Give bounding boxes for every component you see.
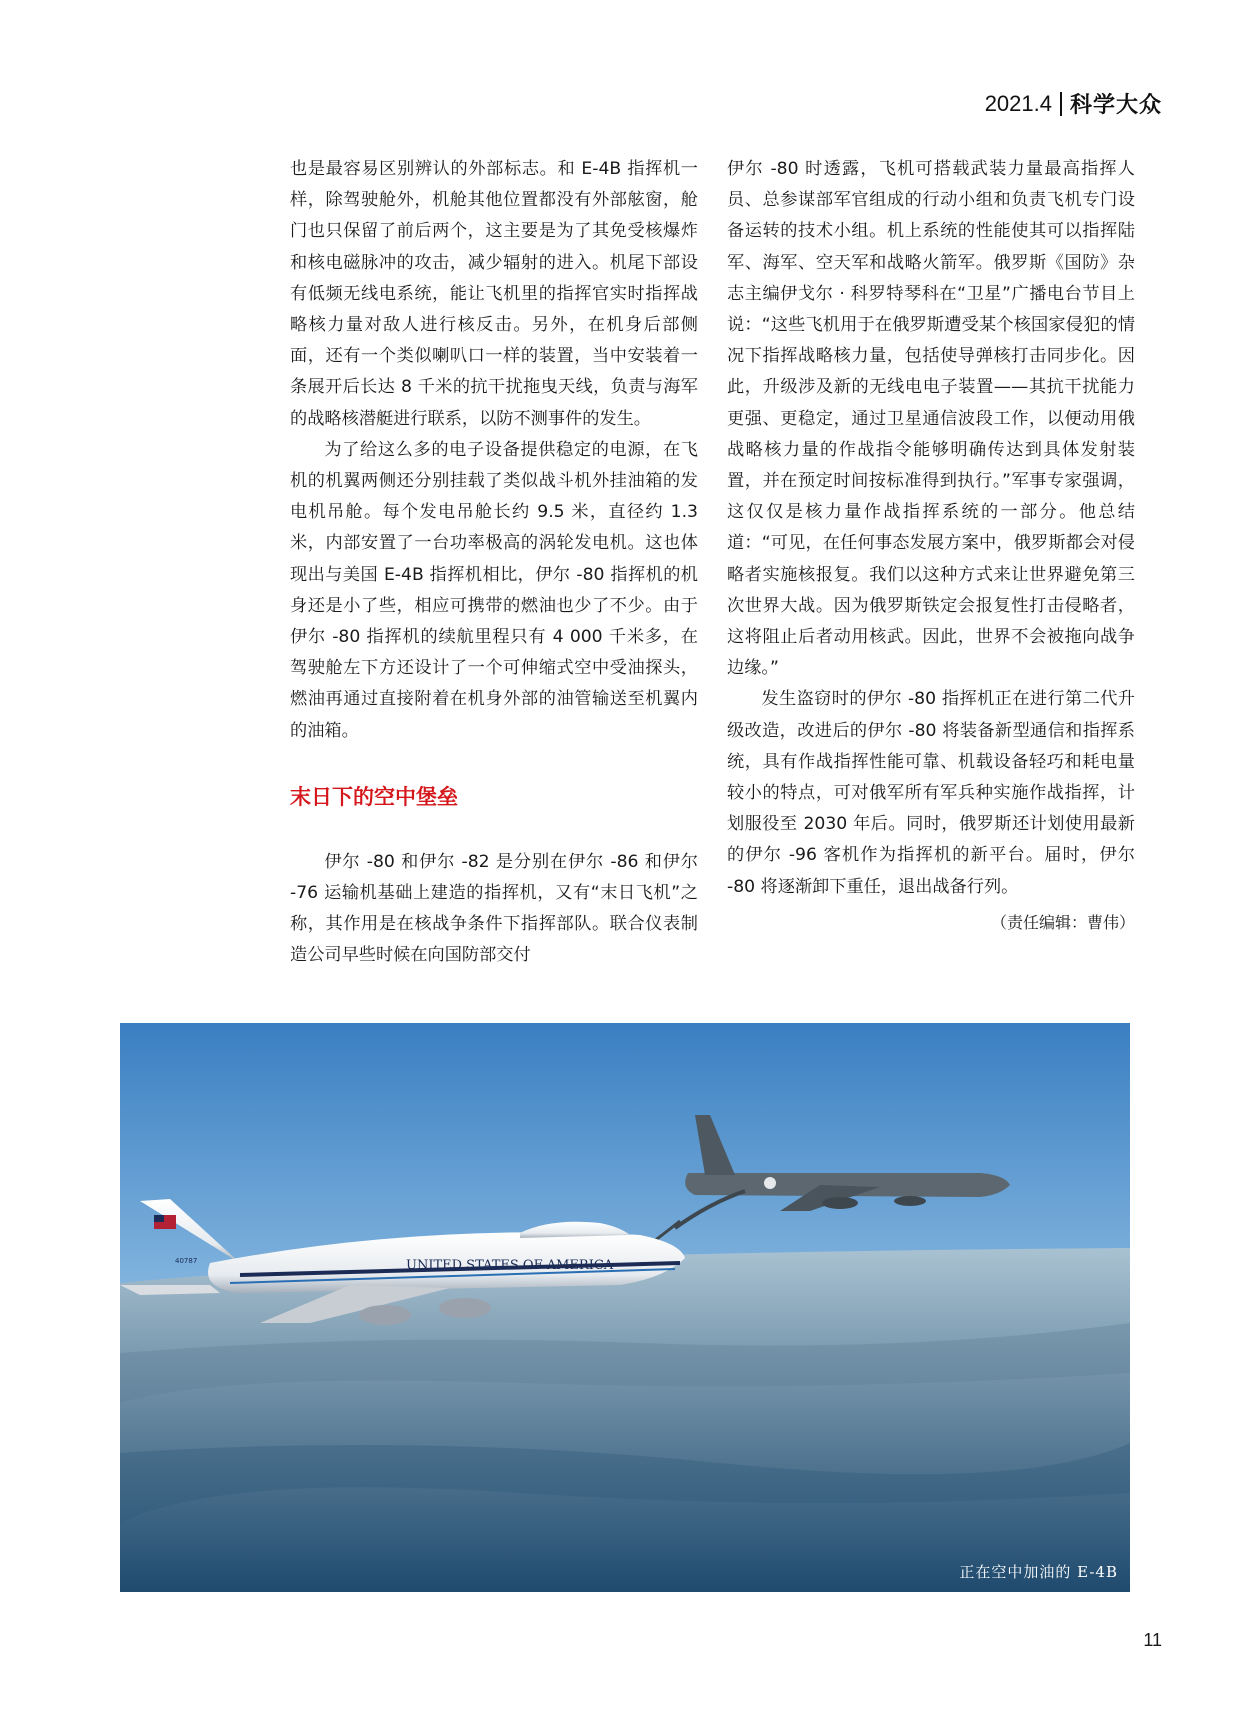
paragraph: 伊尔 -80 时透露，飞机可搭载武装力量最高指挥人员、总参谋部军官组成的行动小组和负责飞机专门设备运转的技术小组。机上系统的性能使其可以指挥陆军、海军、空天军和战略火箭军。俄罗斯《国防》杂志主编伊戈尔 · 科罗特琴科在“卫星”广播电台节目上说：“这些飞机用于在俄罗斯遭受某个核国家侵犯的情况下指挥战略核力量，包括使导弹核打击同步化。因此，升级涉及新的无线电电子装置——其抗干扰能力更强、更稳定，通过卫星通信波段工作，以便动用俄战略核力量的作战指令能够明确传达到具体发射装置，并在预定时间按标准得到执行。”军事专家强调，这仅仅是核力量作战指挥系统的一部分。他总结道：“可见，在任何事态发展方案中，俄罗斯都会对侵略者实施核报复。我们以这种方式来让世界避免第三次世界大战。因为俄罗斯铁定会报复性打击侵略者，这将阻止后者动用核武。因此，世界不会被拖向战争边缘。” xyxy=(727,159,1135,679)
header-divider xyxy=(1060,92,1062,116)
photo-caption: 正在空中加油的 E-4B xyxy=(959,1563,1118,1581)
left-column xyxy=(290,154,698,972)
page-header xyxy=(985,88,1162,119)
photo-illustration xyxy=(120,1023,1130,1592)
paragraph: 也是最容易区别辨认的外部标志。和 E-4B 指挥机一样，除驾驶舱外，机舱其他位置都没有外部舷窗，舱门也只保留了前后两个，这主要是为了其免受核爆炸和核电磁脉冲的攻击，减少辐射的进入。机尾下部设有低频无线电系统，能让飞机里的指挥官实时指挥战略核力量对敌人进行核反击。另外，在机身后部侧面，还有一个类似喇叭口一样的装置，当中安装着一条展开后长达 8 千米的抗干扰拖曳天线，负责与海军的战略核潜艇进行联系，以防不测事件的发生。 xyxy=(290,159,698,429)
right-column xyxy=(727,154,1135,938)
paragraph: 发生盗窃时的伊尔 -80 指挥机正在进行第二代升级改造，改进后的伊尔 -80 将装备新型通信和指挥系统，具有作战指挥性能可靠、机载设备轻巧和耗电量较小的特点，可对俄军所有军兵种实施作战指挥，计划服役至 2030 年后。同时，俄罗斯还计划使用最新的伊尔 -96 客机作为指挥机的新平台。届时，伊尔 -80 将逐渐卸下重任，退出战备行列。 xyxy=(727,689,1135,897)
fuselage-lettering: UNITED STATES OF AMERICA xyxy=(406,1258,614,1273)
refueling-photo xyxy=(120,1023,1130,1592)
paragraph: 为了给这么多的电子设备提供稳定的电源，在飞机的机翼两侧还分别挂载了类似战斗机外挂油箱的发电机吊舱。每个发电吊舱长约 9.5 米，直径约 1.3 米，内部安置了一台功率极高的涡轮发电机。这也体现出与美国 E-4B 指挥机相比，伊尔 -80 指挥机的机身还是小了些，相应可携带的燃油也少了不少。由于伊尔 -80 指挥机的续航里程只有 4 000 千米多，在驾驶舱左下方还设计了一个可伸缩式空中受油探头，燃油再通过直接附着在机身外部的油管输送至机翼内的油箱。 xyxy=(290,439,698,741)
page-number: 11 xyxy=(1143,1630,1162,1650)
tail-number: 40787 xyxy=(175,1257,198,1265)
section-heading: 末日下的空中堡垒 xyxy=(290,784,458,809)
editor-credit: （责任编辑：曹伟） xyxy=(990,912,1135,932)
paragraph: 伊尔 -80 和伊尔 -82 是分别在伊尔 -86 和伊尔 -76 运输机基础上建造的指挥机，又有“末日飞机”之称，其作用是在核战争条件下指挥部队。联合仪表制造公司早些时候在向国防部交付 xyxy=(290,851,698,966)
magazine-title: 科学大众 xyxy=(1069,92,1162,118)
issue-date: 2021.4 xyxy=(984,90,1052,116)
